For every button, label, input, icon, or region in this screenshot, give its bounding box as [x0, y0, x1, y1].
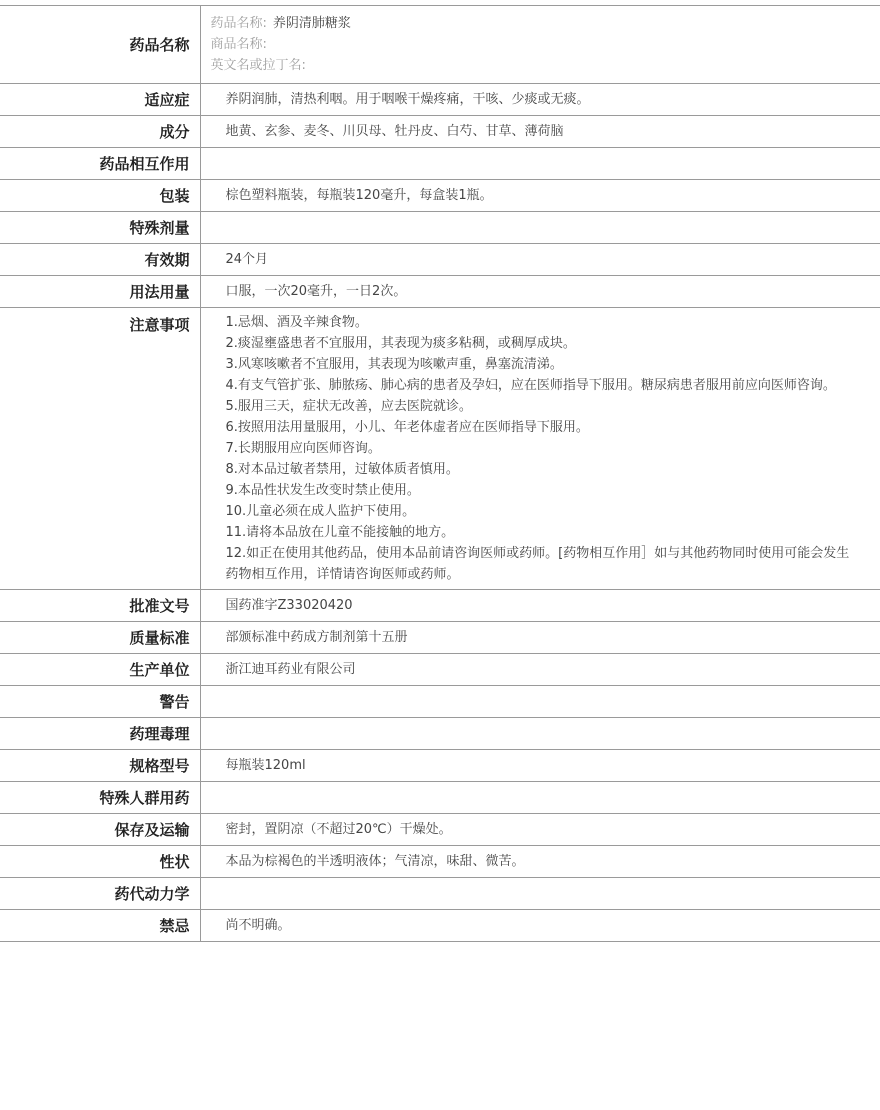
- label-toxicology: 药理毒理: [0, 718, 200, 750]
- label-precautions: 注意事项: [0, 308, 200, 590]
- value-manufacturer: 浙江迪耳药业有限公司: [200, 654, 880, 686]
- label-drug-name: 药品名称: [0, 6, 200, 84]
- row-storage: [0, 814, 880, 846]
- precaution-item: 10.儿童必须在成人监护下使用。: [225, 504, 416, 519]
- label-indication: 适应症: [0, 84, 200, 116]
- precaution-item: 12.如正在使用其他药品，使用本品前请咨询医师或药师。[药物相互作用］如与其他药物同时使用可能会发生药物相互作用，详情请咨询医师或药师。: [225, 546, 850, 582]
- row-usage: [0, 276, 880, 308]
- value-precautions: [200, 308, 880, 590]
- label-approval: 批准文号: [0, 590, 200, 622]
- row-manufacturer: [0, 654, 880, 686]
- value-warning: [200, 686, 880, 718]
- generic-name-line: [211, 13, 857, 34]
- value-ingredients: 地黄、玄参、麦冬、川贝母、牡丹皮、白芍、甘草、薄荷脑: [200, 116, 880, 148]
- value-interactions: [200, 148, 880, 180]
- value-spec: 每瓶装120ml: [200, 750, 880, 782]
- label-properties: 性状: [0, 846, 200, 878]
- label-packaging: 包装: [0, 180, 200, 212]
- row-drug-name: [0, 6, 880, 84]
- row-shelf-life: [0, 244, 880, 276]
- precaution-item: 9.本品性状发生改变时禁止使用。: [225, 483, 420, 498]
- label-special-dosage: 特殊剂量: [0, 212, 200, 244]
- label-warning: 警告: [0, 686, 200, 718]
- label-shelf-life: 有效期: [0, 244, 200, 276]
- value-usage: 口服，一次20毫升，一日2次。: [200, 276, 880, 308]
- row-packaging: [0, 180, 880, 212]
- precaution-item: 5.服用三天，症状无改善，应去医院就诊。: [225, 399, 472, 414]
- row-spec: [0, 750, 880, 782]
- row-warning: [0, 686, 880, 718]
- precaution-item: 1.忌烟、酒及辛辣食物。: [225, 315, 368, 330]
- precaution-item: 7.长期服用应向医师咨询。: [225, 441, 381, 456]
- row-indication: [0, 84, 880, 116]
- value-pharmacokinetics: [200, 878, 880, 910]
- precaution-item: 2.痰湿壅盛患者不宜服用，其表现为痰多粘稠，或稠厚成块。: [225, 336, 576, 351]
- value-packaging: 棕色塑料瓶装，每瓶装120毫升，每盒装1瓶。: [200, 180, 880, 212]
- label-manufacturer: 生产单位: [0, 654, 200, 686]
- drug-spec-table: [0, 5, 880, 942]
- row-special-population: [0, 782, 880, 814]
- trade-name-line: [211, 34, 857, 55]
- row-approval: [0, 590, 880, 622]
- value-toxicology: [200, 718, 880, 750]
- trade-name-key: 商品名称:: [210, 37, 267, 52]
- value-indication: 养阴润肺，清热利咽。用于咽喉干燥疼痛，干咳、少痰或无痰。: [200, 84, 880, 116]
- value-standard: 部颁标准中药成方制剂第十五册: [200, 622, 880, 654]
- english-name-key: 英文名或拉丁名:: [210, 58, 306, 73]
- generic-name-value: 养阴清肺糖浆: [272, 16, 351, 31]
- value-special-population: [200, 782, 880, 814]
- label-usage: 用法用量: [0, 276, 200, 308]
- precaution-item: 6.按照用法用量服用，小儿、年老体虚者应在医师指导下服用。: [225, 420, 589, 435]
- english-name-line: [211, 55, 857, 76]
- label-standard: 质量标准: [0, 622, 200, 654]
- label-storage: 保存及运输: [0, 814, 200, 846]
- precaution-item: 3.风寒咳嗽者不宜服用，其表现为咳嗽声重，鼻塞流清涕。: [225, 357, 563, 372]
- generic-name-key: 药品名称:: [210, 16, 267, 31]
- row-standard: [0, 622, 880, 654]
- row-ingredients: [0, 116, 880, 148]
- label-ingredients: 成分: [0, 116, 200, 148]
- precaution-item: 8.对本品过敏者禁用，过敏体质者慎用。: [225, 462, 459, 477]
- value-contraindications: 尚不明确。: [200, 910, 880, 942]
- label-pharmacokinetics: 药代动力学: [0, 878, 200, 910]
- row-toxicology: [0, 718, 880, 750]
- value-shelf-life: 24个月: [200, 244, 880, 276]
- value-storage: 密封，置阴凉（不超过20℃）干燥处。: [200, 814, 880, 846]
- value-properties: 本品为棕褐色的半透明液体；气清凉，味甜、微苦。: [200, 846, 880, 878]
- label-special-population: 特殊人群用药: [0, 782, 200, 814]
- row-properties: [0, 846, 880, 878]
- label-spec: 规格型号: [0, 750, 200, 782]
- precaution-item: 4.有支气管扩张、肺脓疡、肺心病的患者及孕妇，应在医师指导下服用。糖尿病患者服用前应向医师咨询。: [225, 378, 836, 393]
- value-special-dosage: [200, 212, 880, 244]
- value-approval: 国药准字Z33020420: [200, 590, 880, 622]
- label-interactions: 药品相互作用: [0, 148, 200, 180]
- value-drug-name: [200, 6, 880, 84]
- label-contraindications: 禁忌: [0, 910, 200, 942]
- row-interactions: [0, 148, 880, 180]
- row-pharmacokinetics: [0, 878, 880, 910]
- row-precautions: [0, 308, 880, 590]
- row-contraindications: [0, 910, 880, 942]
- row-special-dosage: [0, 212, 880, 244]
- precaution-item: 11.请将本品放在儿童不能接触的地方。: [225, 525, 455, 540]
